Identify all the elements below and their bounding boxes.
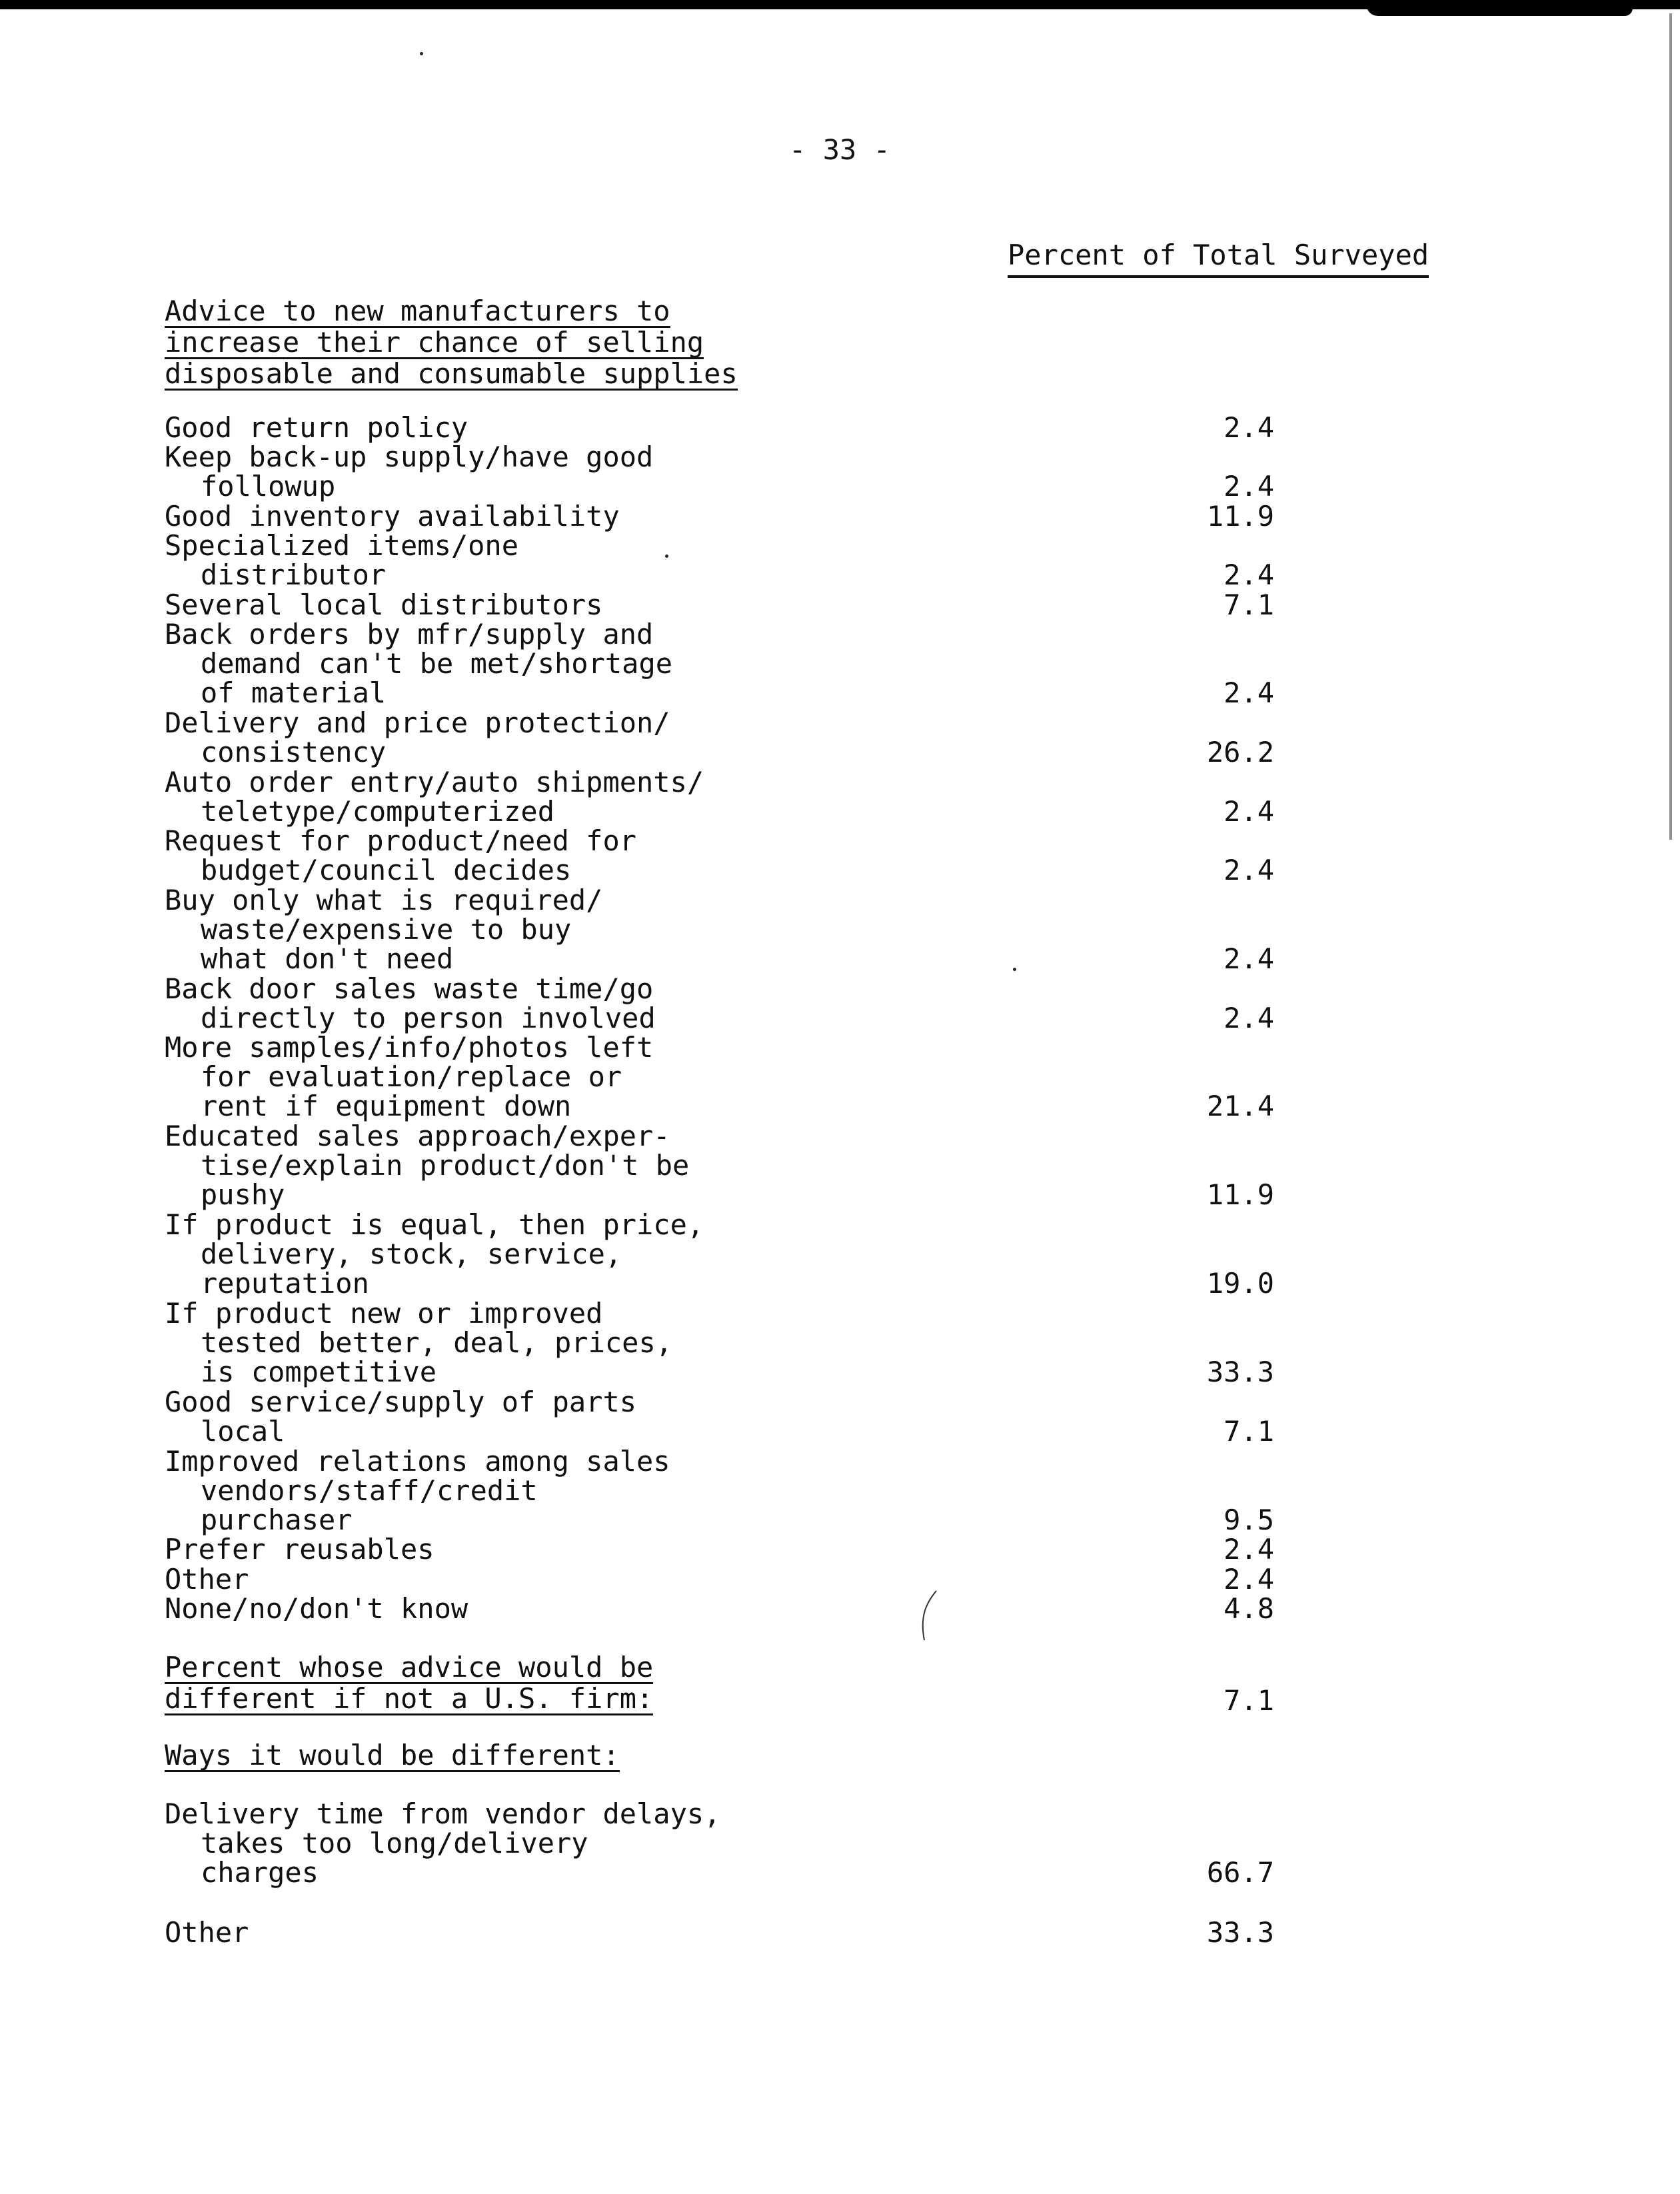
row-label (165, 708, 831, 767)
row-label-line: purchaser (201, 1503, 353, 1536)
scan-right-edge (1669, 13, 1672, 840)
row-value: 2.4 (1224, 558, 1274, 592)
row-value: 2.4 (1224, 1562, 1274, 1596)
row-label (165, 1033, 831, 1121)
different-section-title (165, 1653, 831, 1715)
row-label (165, 1122, 831, 1210)
row-label-line: Auto order entry/auto shipments/ (165, 765, 704, 798)
row-label-line: Delivery time from vendor delays, (165, 1797, 721, 1830)
row-label-line: Prefer reusables (165, 1533, 434, 1566)
row-label (165, 1444, 831, 1536)
ways-section-title (165, 1741, 620, 1772)
row-label-line: takes too long/delivery (201, 1827, 588, 1859)
row-label-line: tested better, deal, prices, (201, 1326, 673, 1359)
row-label-line: Other (165, 1562, 249, 1596)
row-value: 11.9 (1206, 499, 1274, 533)
row-label-line: followup (201, 470, 336, 503)
table-row (165, 1122, 1274, 1210)
title-line: increase their chance of selling (165, 326, 704, 359)
row-label-line: Back orders by mfr/supply and (165, 618, 654, 651)
table-row (165, 826, 1274, 885)
row-label-line: Delivery and price protection/ (165, 706, 670, 739)
row-label-line: tise/explain product/don't be (201, 1149, 690, 1182)
row-value: 2.4 (1224, 1533, 1274, 1566)
row-label-line: is competitive (201, 1356, 437, 1388)
row-label-line: Specialized items/one (165, 529, 519, 562)
title-line: disposable and consumable supplies (165, 357, 738, 390)
row-value: 11.9 (1206, 1178, 1274, 1212)
table-row (165, 1299, 1274, 1387)
row-value: 7.1 (1224, 1414, 1274, 1448)
row-label (165, 531, 831, 590)
row-value: 2.4 (1224, 1001, 1274, 1034)
row-label-line: Keep back-up supply/have good (165, 441, 654, 474)
table-row (165, 531, 1274, 590)
row-label (165, 974, 831, 1033)
row-value: 66.7 (1206, 1856, 1274, 1889)
row-label (165, 883, 831, 975)
row-value: 33.3 (1206, 1356, 1274, 1388)
row-label-line: If product is equal, then price, (165, 1208, 704, 1242)
table-row (165, 1799, 1274, 1887)
row-value: 2.4 (1224, 854, 1274, 887)
row-label-line: local (201, 1414, 285, 1448)
advice-section-title (165, 297, 738, 391)
row-value: 4.8 (1224, 1592, 1274, 1625)
row-label-line: waste/expensive to buy (201, 912, 572, 946)
row-label-line: distributor (201, 558, 387, 592)
speck (1013, 968, 1016, 971)
table-row (165, 1594, 1274, 1624)
row-label-line: Good service/supply of parts (165, 1385, 637, 1418)
row-label-line: charges (201, 1856, 319, 1889)
row-label-line: pushy (201, 1178, 285, 1212)
title-line: different if not a U.S. firm: (165, 1682, 654, 1715)
row-label-line: Buy only what is required/ (165, 883, 603, 916)
row-label (165, 1385, 831, 1448)
row-value: 33.3 (1206, 1915, 1274, 1949)
table-row (165, 413, 1274, 443)
row-value: 7.1 (1224, 588, 1274, 621)
row-label-line: consistency (201, 736, 387, 768)
table-row (165, 883, 1274, 975)
table-row (165, 1535, 1274, 1564)
table-row (165, 1444, 1274, 1536)
table-row (165, 443, 1274, 501)
row-value: 2.4 (1224, 411, 1274, 444)
row-label-line: directly to person involved (201, 1001, 656, 1034)
table-row (165, 1210, 1274, 1298)
row-value: 19.0 (1206, 1267, 1274, 1300)
title-line: Advice to new manufacturers to (165, 295, 670, 327)
title-line: Percent whose advice would be (165, 1651, 654, 1683)
row-label-line: Request for product/need for (165, 824, 637, 858)
row-value: 2.4 (1224, 942, 1274, 975)
row-label-line: budget/council decides (201, 854, 572, 887)
table-row (165, 590, 1274, 620)
table-row (165, 1385, 1274, 1448)
row-label (165, 1210, 831, 1298)
title-line: Ways it would be different: (165, 1739, 620, 1771)
speck (420, 52, 423, 55)
row-value: 2.4 (1224, 470, 1274, 503)
row-label-line: Improved relations among sales (165, 1444, 670, 1478)
row-label (165, 1594, 831, 1624)
table-row (165, 1033, 1274, 1121)
row-label-line: vendors/staff/credit (201, 1474, 538, 1507)
row-label (165, 765, 831, 828)
different-section (165, 1653, 1274, 1715)
row-label-line: If product new or improved (165, 1297, 603, 1330)
row-label (165, 443, 831, 501)
table-row (165, 708, 1274, 767)
table-row (165, 974, 1274, 1033)
page-number: - 33 - (789, 133, 890, 166)
row-label-line: Good return policy (165, 411, 468, 444)
row-label-line: delivery, stock, service, (201, 1238, 622, 1271)
row-label-line: rent if equipment down (201, 1090, 572, 1123)
row-label (165, 1535, 831, 1564)
table-row (165, 1562, 1274, 1596)
row-label-line: More samples/info/photos left (165, 1031, 654, 1064)
row-label-line: reputation (201, 1267, 369, 1300)
row-value: 2.4 (1224, 676, 1274, 710)
table-row (165, 620, 1274, 708)
pen-stroke-mark (916, 1590, 943, 1643)
row-label-line: teletype/computerized (201, 794, 555, 828)
column-header: Percent of Total Surveyed (1008, 239, 1429, 278)
row-label (165, 1915, 831, 1949)
row-label-line: Back door sales waste time/go (165, 972, 654, 1005)
row-label-line: what don't need (201, 942, 454, 975)
row-label (165, 413, 831, 443)
table-row (165, 765, 1274, 828)
row-label (165, 499, 831, 533)
row-label-line: Other (165, 1915, 249, 1949)
speck (665, 554, 668, 558)
row-label (165, 620, 831, 708)
scan-smudge (1366, 4, 1633, 16)
row-label-line: None/no/don't know (165, 1592, 468, 1625)
row-label (165, 590, 831, 620)
row-label-line: demand can't be met/shortage (201, 647, 673, 680)
row-value: 21.4 (1206, 1090, 1274, 1123)
row-value: 26.2 (1206, 736, 1274, 768)
table-row (165, 499, 1274, 533)
row-label-line: Educated sales approach/exper- (165, 1120, 670, 1153)
row-label-line: of material (201, 676, 387, 710)
row-label (165, 1299, 831, 1387)
row-label-line: Good inventory availability (165, 499, 620, 533)
row-label-line: for evaluation/replace or (201, 1060, 622, 1094)
row-label (165, 826, 831, 885)
row-value: 9.5 (1224, 1503, 1274, 1536)
row-label (165, 1562, 831, 1596)
row-value: 2.4 (1224, 794, 1274, 828)
table-row (165, 1915, 1274, 1949)
row-label-line: Several local distributors (165, 588, 603, 621)
row-value: 7.1 (1224, 1684, 1274, 1717)
row-label (165, 1799, 831, 1887)
